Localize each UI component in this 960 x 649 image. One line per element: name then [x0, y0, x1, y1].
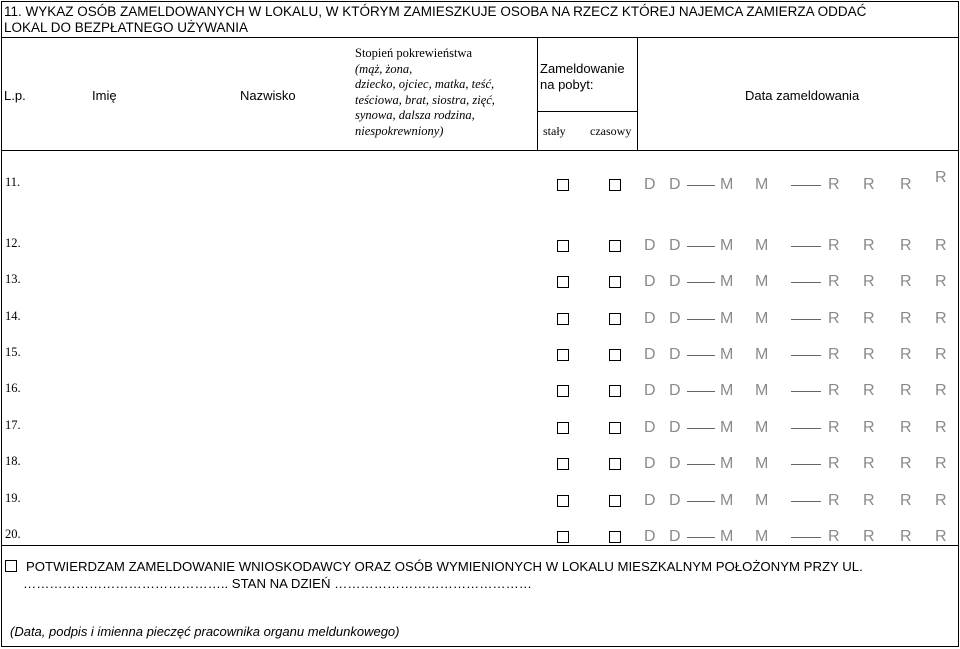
date-year-digit[interactable]: R — [828, 492, 840, 509]
staly-checkbox[interactable] — [557, 349, 569, 361]
date-year-digit[interactable]: R — [828, 273, 840, 290]
date-year-digit[interactable]: R — [863, 237, 875, 254]
date-month-digit[interactable]: M — [755, 455, 769, 472]
czasowy-checkbox[interactable] — [609, 179, 621, 191]
date-year-digit[interactable]: R — [900, 455, 912, 472]
date-year-digit[interactable]: R — [828, 310, 840, 327]
date-year-digit[interactable]: R — [863, 382, 875, 399]
zameldowanie-right-border — [637, 37, 638, 150]
date-month-digit[interactable]: M — [720, 310, 734, 327]
staly-checkbox[interactable] — [557, 179, 569, 191]
date-month-digit[interactable]: M — [755, 528, 769, 545]
staly-checkbox[interactable] — [557, 276, 569, 288]
header-stopien-title: Stopień pokrewieństwa — [355, 46, 472, 60]
date-separator — [687, 282, 715, 283]
czasowy-checkbox[interactable] — [609, 458, 621, 470]
date-year-digit[interactable]: R — [900, 176, 912, 193]
date-day-digit[interactable]: D — [669, 273, 681, 290]
row-number: 11. — [5, 175, 21, 189]
date-month-digit[interactable]: M — [720, 419, 734, 436]
confirmation-checkbox[interactable] — [5, 560, 17, 572]
date-separator — [791, 501, 821, 502]
section-title — [4, 4, 866, 36]
date-year-digit[interactable]: R — [900, 237, 912, 254]
title-divider — [1, 37, 959, 38]
header-zameldowanie-line-1: Zameldowanie — [540, 61, 625, 76]
header-zameldowanie — [540, 61, 625, 93]
zameldowanie-divider — [537, 111, 638, 112]
date-year-digit[interactable]: R — [935, 382, 947, 399]
header-zameldowanie-line-2: na pobyt: — [540, 77, 594, 92]
date-separator — [791, 464, 821, 465]
date-day-digit[interactable]: D — [669, 455, 681, 472]
date-year-digit[interactable]: R — [935, 492, 947, 509]
date-year-digit[interactable]: R — [900, 419, 912, 436]
header-czasowy: czasowy — [590, 124, 632, 138]
date-separator — [687, 246, 715, 247]
row-number: 12. — [5, 236, 21, 250]
date-year-digit[interactable]: R — [935, 169, 947, 186]
date-month-digit[interactable]: M — [755, 492, 769, 509]
date-separator — [687, 391, 715, 392]
date-month-digit[interactable]: M — [720, 346, 734, 363]
date-separator — [791, 282, 821, 283]
date-month-digit[interactable]: M — [720, 176, 734, 193]
date-separator — [687, 185, 715, 186]
date-day-digit[interactable]: D — [644, 310, 656, 327]
staly-checkbox[interactable] — [557, 531, 569, 543]
date-month-digit[interactable]: M — [720, 492, 734, 509]
date-month-digit[interactable]: M — [720, 237, 734, 254]
date-year-digit[interactable]: R — [863, 346, 875, 363]
czasowy-checkbox[interactable] — [609, 422, 621, 434]
date-day-digit[interactable]: D — [669, 310, 681, 327]
date-year-digit[interactable]: R — [828, 382, 840, 399]
header-stopien-examples: (mąż, żona, dziecko, ojciec, matka, teść, teściowa, brat, siostra, zięć, synowa, dalsza rodzina, niespokrewniony) — [355, 61, 495, 138]
date-year-digit[interactable]: R — [863, 176, 875, 193]
section-title-line-2: LOKAL DO BEZPŁATNEGO UŻYWANIA — [4, 20, 249, 35]
date-year-digit[interactable]: R — [900, 310, 912, 327]
czasowy-checkbox[interactable] — [609, 495, 621, 507]
czasowy-checkbox[interactable] — [609, 276, 621, 288]
czasowy-checkbox[interactable] — [609, 349, 621, 361]
date-day-digit[interactable]: D — [669, 237, 681, 254]
date-day-digit[interactable]: D — [644, 382, 656, 399]
date-month-digit[interactable]: M — [720, 382, 734, 399]
date-year-digit[interactable]: R — [900, 346, 912, 363]
row-number: 16. — [5, 381, 21, 395]
date-year-digit[interactable]: R — [900, 492, 912, 509]
confirmation-line-1 — [5, 558, 863, 575]
czasowy-checkbox[interactable] — [609, 240, 621, 252]
date-day-digit[interactable]: D — [644, 419, 656, 436]
date-day-digit[interactable]: D — [669, 382, 681, 399]
date-year-digit[interactable]: R — [828, 237, 840, 254]
date-day-digit[interactable]: D — [644, 492, 656, 509]
staly-checkbox[interactable] — [557, 422, 569, 434]
date-year-digit[interactable]: R — [863, 310, 875, 327]
date-day-digit[interactable]: D — [644, 455, 656, 472]
date-separator — [687, 501, 715, 502]
confirmation-line-2: ……………………………………….. STAN NA DZIEŃ ……………………………………… — [23, 576, 532, 591]
date-month-digit[interactable]: M — [755, 346, 769, 363]
date-month-digit[interactable]: M — [755, 310, 769, 327]
date-separator — [791, 428, 821, 429]
date-day-digit[interactable]: D — [669, 176, 681, 193]
czasowy-checkbox[interactable] — [609, 531, 621, 543]
date-year-digit[interactable]: R — [863, 419, 875, 436]
date-year-digit[interactable]: R — [828, 455, 840, 472]
date-year-digit[interactable]: R — [863, 528, 875, 545]
confirmation-block — [5, 558, 863, 592]
czasowy-checkbox[interactable] — [609, 313, 621, 325]
date-separator — [791, 185, 821, 186]
date-year-digit[interactable]: R — [828, 346, 840, 363]
date-year-digit[interactable]: R — [935, 419, 947, 436]
date-year-digit[interactable]: R — [900, 528, 912, 545]
date-month-digit[interactable]: M — [720, 273, 734, 290]
date-separator — [687, 428, 715, 429]
date-day-digit[interactable]: D — [644, 528, 656, 545]
table-bottom-line — [1, 545, 959, 546]
date-year-digit[interactable]: R — [900, 273, 912, 290]
date-day-digit[interactable]: D — [644, 346, 656, 363]
date-month-digit[interactable]: M — [720, 528, 734, 545]
header-staly: stały — [543, 124, 566, 138]
row-number: 17. — [5, 418, 21, 432]
date-year-digit[interactable]: R — [863, 273, 875, 290]
date-separator — [791, 391, 821, 392]
staly-checkbox[interactable] — [557, 458, 569, 470]
date-month-digit[interactable]: M — [720, 455, 734, 472]
staly-checkbox[interactable] — [557, 385, 569, 397]
header-bottom-line — [1, 150, 959, 151]
date-month-digit[interactable]: M — [755, 237, 769, 254]
header-imie: Imię — [92, 88, 117, 103]
zameldowanie-left-border — [537, 37, 538, 150]
row-number: 13. — [5, 272, 21, 286]
date-year-digit[interactable]: R — [935, 273, 947, 290]
date-month-digit[interactable]: M — [755, 273, 769, 290]
date-separator — [687, 355, 715, 356]
row-number: 18. — [5, 454, 21, 468]
staly-checkbox[interactable] — [557, 240, 569, 252]
date-year-digit[interactable]: R — [935, 346, 947, 363]
date-separator — [791, 537, 821, 538]
date-day-digit[interactable]: D — [644, 237, 656, 254]
date-year-digit[interactable]: R — [935, 310, 947, 327]
header-stopien-pokrewienstwa — [355, 46, 495, 139]
signature-note: (Data, podpis i imienna pieczęć pracownika organu meldunkowego) — [10, 624, 400, 639]
date-separator — [687, 537, 715, 538]
date-year-digit[interactable]: R — [935, 528, 947, 545]
date-day-digit[interactable]: D — [669, 346, 681, 363]
date-day-digit[interactable]: D — [669, 528, 681, 545]
staly-checkbox[interactable] — [557, 313, 569, 325]
row-number: 19. — [5, 491, 21, 505]
date-year-digit[interactable]: R — [935, 237, 947, 254]
date-separator — [687, 319, 715, 320]
date-day-digit[interactable]: D — [644, 176, 656, 193]
date-separator — [791, 246, 821, 247]
date-day-digit[interactable]: D — [644, 273, 656, 290]
row-number: 15. — [5, 345, 21, 359]
date-year-digit[interactable]: R — [828, 419, 840, 436]
date-separator — [687, 464, 715, 465]
date-year-digit[interactable]: R — [900, 382, 912, 399]
header-lp: L.p. — [4, 88, 26, 103]
date-year-digit[interactable]: R — [863, 455, 875, 472]
date-year-digit[interactable]: R — [828, 176, 840, 193]
staly-checkbox[interactable] — [557, 495, 569, 507]
row-number: 20. — [5, 527, 21, 541]
section-title-line-1: 11. WYKAZ OSÓB ZAMELDOWANYCH W LOKALU, W KTÓRYM ZAMIESZKUJE OSOBA NA RZECZ KTÓREJ NAJEMCA ZAMIERZA ODDAĆ — [4, 4, 867, 19]
header-nazwisko: Nazwisko — [240, 88, 296, 103]
date-year-digit[interactable]: R — [935, 455, 947, 472]
date-month-digit[interactable]: M — [755, 419, 769, 436]
confirmation-text: POTWIERDZAM ZAMELDOWANIE WNIOSKODAWCY ORAZ OSÓB WYMIENIONYCH W LOKALU MIESZKALNYM POŁOŻONYM PRZY UL. — [26, 559, 863, 574]
date-day-digit[interactable]: D — [669, 492, 681, 509]
date-year-digit[interactable]: R — [828, 528, 840, 545]
czasowy-checkbox[interactable] — [609, 385, 621, 397]
header-data-zameldowania: Data zameldowania — [745, 88, 860, 103]
date-year-digit[interactable]: R — [863, 492, 875, 509]
date-separator — [791, 355, 821, 356]
date-month-digit[interactable]: M — [755, 176, 769, 193]
date-separator — [791, 319, 821, 320]
row-number: 14. — [5, 309, 21, 323]
date-day-digit[interactable]: D — [669, 419, 681, 436]
date-month-digit[interactable]: M — [755, 382, 769, 399]
